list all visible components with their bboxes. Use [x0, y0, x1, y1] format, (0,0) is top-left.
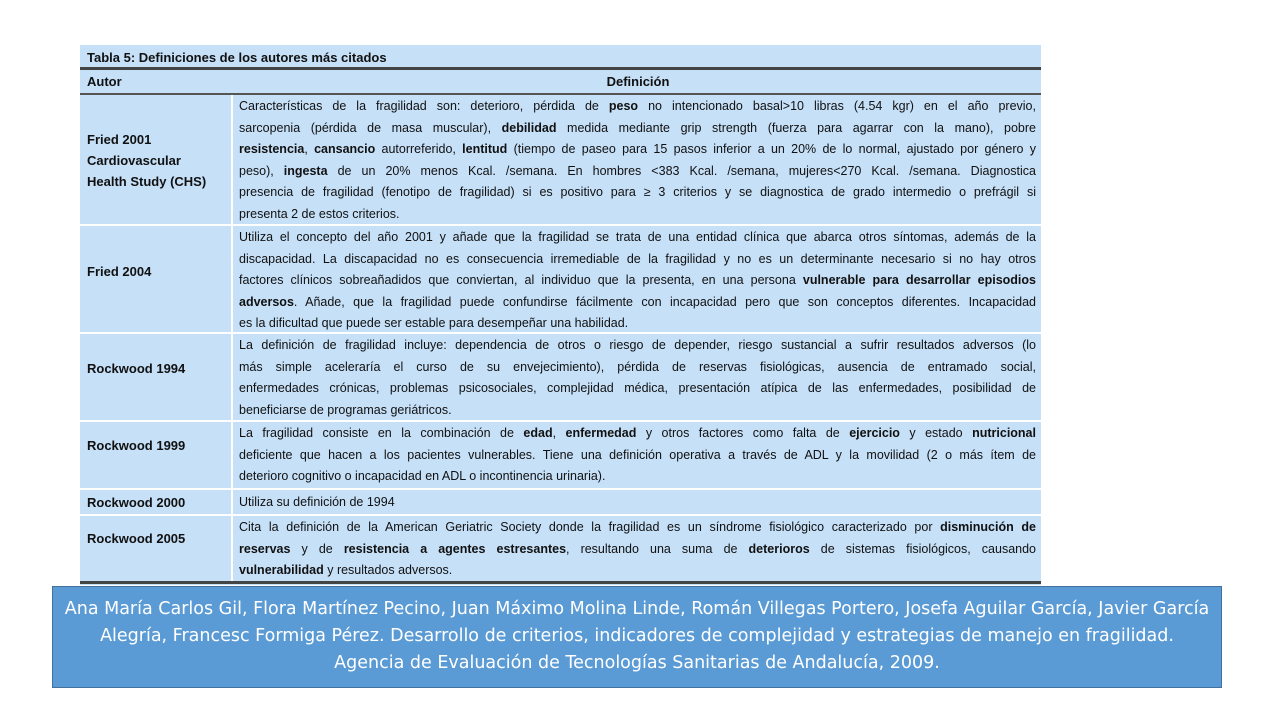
bold-term: ejercicio [849, 426, 900, 440]
author-line: Fried 2004 [87, 264, 152, 279]
definition-line [239, 249, 1036, 271]
table-caption: Tabla 5: Definiciones de los autores más citados [80, 45, 1041, 70]
bold-term: ingesta [283, 163, 328, 178]
bold-term: cansancio [314, 142, 376, 157]
definition-text: , [304, 142, 315, 157]
table-row [80, 95, 1041, 226]
definition-text: presencia de fragilidad (fenotipo de fragilidad) si es positivo para ≥ 3 criterios y se diagnostica de grado intermedio o prefrágil si [239, 185, 1036, 200]
definition-text: Utiliza el concepto del año 2001 y añade que la fragilidad se trata de una entidad clínica que abarca otros síntomas, además de la [239, 230, 1036, 244]
definition-text: medida mediante grip strength (fuerza para agarrar con la mano), pobre [556, 120, 1036, 135]
definition-text: Utiliza su definición de 1994 [239, 495, 395, 509]
row-definition [239, 96, 1036, 226]
definition-line [239, 161, 1036, 183]
definition-line [239, 292, 1036, 314]
row-author [87, 261, 227, 282]
citation-box: Ana María Carlos Gil, Flora Martínez Pecino, Juan Máximo Molina Linde, Román Villegas Portero, Josefa Aguilar García, Javier García Alegría, Francesc Formiga Pérez. Desarrollo de criterios, indicadores de complejidad y estrategias de manejo en fragilidad. Agencia de Evaluación de Tecnologías Sanitarias de Andalucía, 2009. [52, 586, 1222, 688]
definition-text: autorreferido, [375, 142, 463, 157]
definition-text: discapacidad. La discapacidad no es consecuencia irremediable de la fragilidad y no es un determinante necesario si no hay otros [239, 251, 1036, 266]
definition-text: y de [290, 541, 344, 556]
definition-line [239, 466, 1036, 488]
author-line: Fried 2001 [87, 132, 152, 147]
definition-text: , resultando una suma de [566, 541, 749, 556]
definition-text: sarcopenia (pérdida de masa muscular), [239, 120, 502, 135]
definition-text: y otros factores como falta de [636, 426, 850, 440]
definition-text: , [552, 426, 566, 440]
row-author [87, 358, 227, 379]
bold-term: peso [608, 99, 639, 113]
row-author [87, 492, 227, 513]
definition-line [239, 445, 1036, 467]
definition-text: La fragilidad consiste en la combinación de [239, 426, 524, 440]
definition-line [239, 400, 1036, 422]
definition-line [239, 357, 1036, 379]
definition-text: de sistemas fisiológicos, causando [809, 541, 1037, 556]
row-author [87, 528, 227, 549]
definition-line [239, 335, 1036, 357]
header-author: Autor [87, 74, 122, 89]
definition-text: peso), [239, 163, 284, 178]
column-divider [231, 490, 233, 514]
column-divider [231, 334, 233, 420]
author-line: Health Study (CHS) [87, 174, 207, 189]
definition-line [239, 96, 1036, 118]
definition-line [239, 517, 1036, 539]
row-definition [239, 335, 1036, 421]
column-divider [231, 516, 233, 581]
row-author [87, 435, 227, 456]
definition-line [239, 560, 1036, 582]
bold-term: resistencia [239, 142, 305, 157]
definition-text: La definición de fragilidad incluye: dependencia de otros o riesgo de depender, riesgo sustancial a sufrir resultados adversos (lo [239, 338, 1036, 352]
definition-text: Cita la definición de la American Geriatric Society donde la fragilidad es un síndrome fisiológico caracterizado por [239, 520, 941, 534]
definition-line [239, 423, 1036, 445]
definition-text: Características de la fragilidad son: deterioro, pérdida de [239, 99, 609, 113]
bold-term: adversos [239, 294, 294, 309]
author-line: Rockwood 1994 [87, 361, 186, 376]
definition-line [239, 204, 1036, 226]
definition-text: y estado [899, 426, 973, 440]
definition-text: enfermedades crónicas, problemas psicosociales, complejidad médica, presentación atípica de las enfermedades, posibilidad de [239, 381, 1036, 396]
definition-line [239, 313, 1036, 335]
definitions-table [80, 45, 1041, 585]
definition-line [239, 182, 1036, 204]
bold-term: edad [523, 426, 553, 440]
column-divider [231, 422, 233, 488]
definition-text: beneficiarse de programas geriátricos. [239, 402, 452, 417]
table-row [80, 422, 1041, 490]
definition-text: . Añade, que la fragilidad puede confundirse fácilmente con incapacidad pero que son conceptos diferentes. Incapacidad [293, 294, 1036, 309]
definition-line [239, 492, 1036, 514]
bold-term: lentitud [462, 142, 508, 157]
definition-text: y resultados adversos. [323, 563, 453, 578]
bold-term: debilidad [501, 120, 557, 135]
row-author [87, 129, 227, 192]
author-line: Rockwood 2005 [87, 531, 186, 546]
bold-term: enfermedad [565, 426, 637, 440]
bold-term: vulnerabilidad [239, 563, 324, 578]
bold-term: reservas [239, 541, 291, 556]
definition-line [239, 270, 1036, 292]
definition-line [239, 539, 1036, 561]
definition-line [239, 139, 1036, 161]
definition-text: no intencionado basal>10 libras (4.54 kgr) en el año previo, [638, 99, 1036, 113]
bold-term: vulnerable para desarrollar episodios [802, 273, 1036, 288]
author-line: Cardiovascular [87, 153, 181, 168]
table-header [80, 70, 1041, 95]
definition-line [239, 378, 1036, 400]
definition-text: más simple aceleraría el curso de su envejecimiento), pérdida de reservas fisiológicas, ausencia de entramado social, [239, 359, 1036, 374]
table-row [80, 490, 1041, 516]
definition-text: de un 20% menos Kcal. /semana. En hombres <383 Kcal. /semana, mujeres<270 Kcal. /semana. Diagnostica [327, 163, 1036, 178]
definition-line [239, 118, 1036, 140]
definition-text: factores clínicos sobreañadidos que conviertan, al individuo que la presenta, en una persona [239, 273, 803, 288]
definition-line [239, 227, 1036, 249]
definition-text: presenta 2 de estos criterios. [239, 206, 400, 221]
row-definition [239, 492, 1036, 514]
author-line: Rockwood 2000 [87, 495, 186, 510]
column-divider [231, 95, 233, 224]
definition-text: es la dificultad que puede ser estable para desempeñar una habilidad. [239, 316, 629, 331]
bold-term: nutricional [972, 426, 1036, 440]
row-definition [239, 227, 1036, 335]
column-divider [231, 226, 233, 332]
definition-text: deficiente que hacen a los pacientes vulnerables. Tiene una definición operativa a través de ADL y la movilidad (2 o más ítem de [239, 447, 1036, 462]
header-definition: Definición [606, 74, 670, 89]
table-row [80, 226, 1041, 334]
definition-text: deterioro cognitivo o incapacidad en ADL o incontinencia urinaria). [239, 469, 606, 484]
bold-term: deterioros [748, 541, 810, 556]
definition-text: (tiempo de paseo para 15 pasos inferior a un 20% de lo normal, ajustado por género y [507, 142, 1036, 157]
bold-term: disminución de [940, 520, 1036, 534]
table-bottom-rule [80, 581, 1041, 584]
bold-term: resistencia a agentes estresantes [343, 541, 567, 556]
row-definition [239, 517, 1036, 582]
author-line: Rockwood 1999 [87, 438, 186, 453]
row-definition [239, 423, 1036, 488]
table-row [80, 334, 1041, 422]
table-row [80, 516, 1041, 581]
